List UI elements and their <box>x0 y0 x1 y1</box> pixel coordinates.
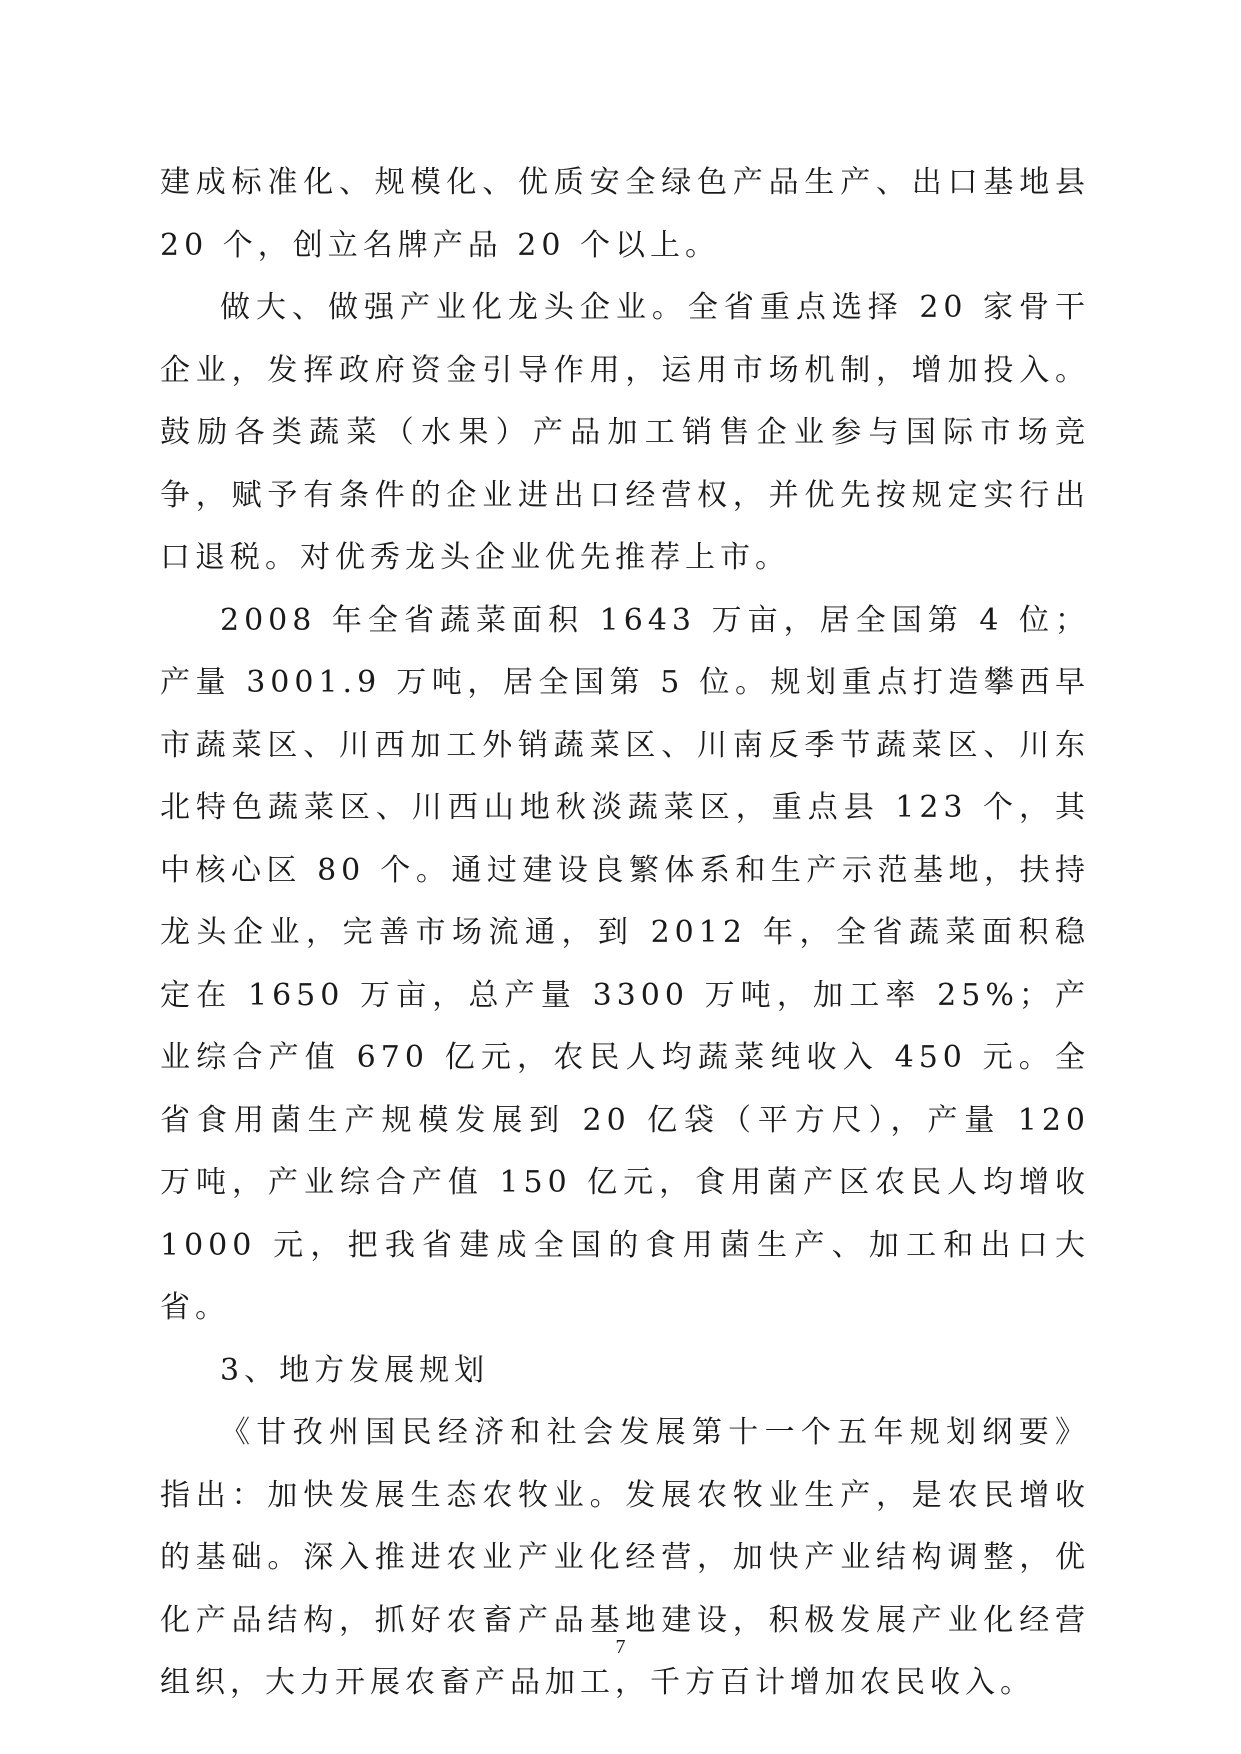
section-heading-local-plan: 3、地方发展规划 <box>220 1352 490 1388</box>
page-number: 7 <box>615 1636 626 1658</box>
paragraph-ganzi-plan: 《甘孜州国民经济和社会发展第十一个五年规划纲要》指出：加快发展生态农牧业。发展农牧业生产，是农民增收的基础。深入推进农业产业化经营，加快产业结构调整，优化产品结构，抓好农畜产品基地建设，积极发展产业化经营组织，大力开展农畜产品加工，千方百计增加农民收入。 <box>160 1415 1090 1700</box>
paragraph-leading-enterprises: 做大、做强产业化龙头企业。全省重点选择 20 家骨干企业，发挥政府资金引导作用，运用市场机制，增加投入。鼓励各类蔬菜（水果）产品加工销售企业参与国际市场竞争，赋予有条件的企业进出口经营权，并优先按规定实行出口退税。对优秀龙头企业优先推荐上市。 <box>160 290 1090 575</box>
paragraph-continued: 建成标准化、规模化、优质安全绿色产品生产、出口基地县 20 个，创立名牌产品 20 个以上。 <box>160 165 1090 263</box>
paragraph-vegetable-statistics: 2008 年全省蔬菜面积 1643 万亩，居全国第 4 位；产量 3001.9 万吨，居全国第 5 位。规划重点打造攀西早市蔬菜区、川西加工外销蔬菜区、川南反季节蔬菜区、川东北特色蔬菜区、川西山地秋淡蔬菜区，重点县 123 个，其中核心区 80 个。通过建设良繁体系和生产示范基地，扶持龙头企业，完善市场流通，到 2012 年，全省蔬菜面积稳定在 1650 万亩，总产量 3300 万吨，加工率 25%；产业综合产值 670 亿元，农民人均蔬菜纯收入 450 元。全省食用菌生产规模发展到 20 亿袋（平方尺），产量 120 万吨，产业综合产值 150 亿元，食用菌产区农民人均增收 1000 元，把我省建成全国的食用菌生产、加工和出口大省。 <box>160 602 1090 1325</box>
body-text <box>160 152 1090 1715</box>
